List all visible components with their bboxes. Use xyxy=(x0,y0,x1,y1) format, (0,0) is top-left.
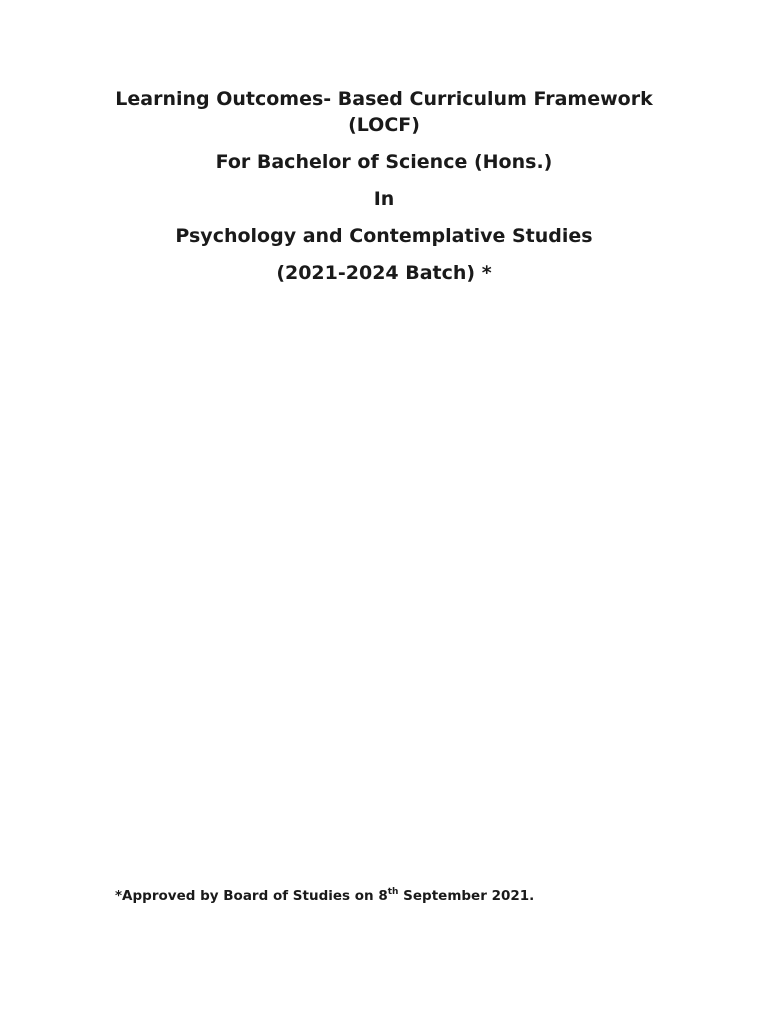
framework-acronym: (LOCF) xyxy=(348,114,420,136)
footnote-suffix: September 2021. xyxy=(398,888,535,904)
footnote-superscript: th xyxy=(387,887,399,897)
batch-label: (2021-2024 Batch) * xyxy=(276,262,492,284)
framework-title: Learning Outcomes- Based Curriculum Framework xyxy=(115,88,653,110)
in-label: In xyxy=(373,188,395,210)
degree-title: For Bachelor of Science (Hons.) xyxy=(215,151,553,173)
title-block xyxy=(0,86,768,286)
approval-footnote xyxy=(115,886,534,906)
footnote-prefix: *Approved by Board of Studies on 8 xyxy=(115,888,388,904)
subject-title: Psychology and Contemplative Studies xyxy=(175,225,593,247)
